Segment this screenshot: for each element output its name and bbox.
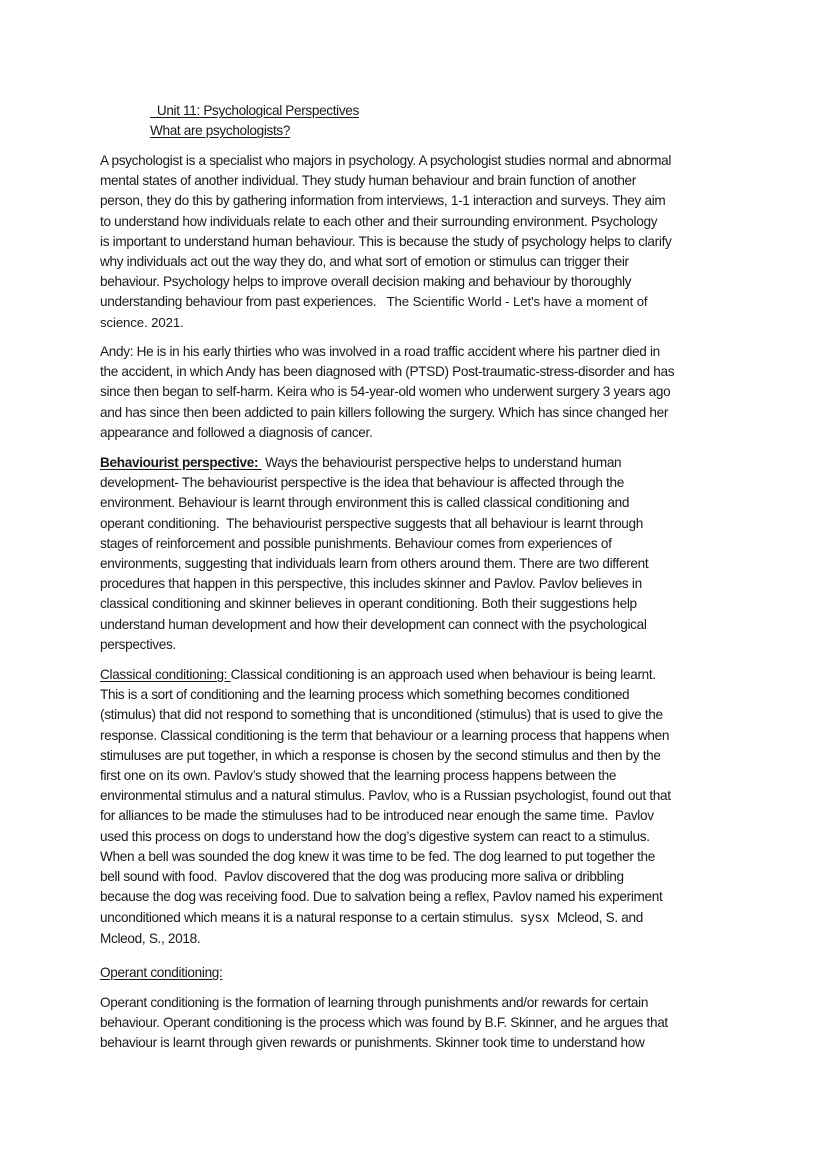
text-line bbox=[100, 453, 740, 473]
text-line: to understand how individuals relate to each other and their surrounding environment. Psychology bbox=[100, 213, 658, 229]
text-line: is important to understand human behaviour. This is because the study of psychology helps to clarify bbox=[100, 233, 672, 249]
text-line: and has since then been addicted to pain killers following the surgery. Which has since changed her bbox=[100, 404, 669, 420]
text-line bbox=[100, 292, 740, 312]
text-line: used this process on dogs to understand how the dog’s digestive system can react to a stimulus. bbox=[100, 828, 650, 844]
document-title: Unit 11: Psychological Perspectives bbox=[150, 103, 359, 118]
text-line: behaviour. Operant conditioning is the process which was found by B.F. Skinner, and he argues that bbox=[100, 1015, 668, 1031]
text-line: bell sound with food. Pavlov discovered that the dog was producing more saliva or dribbling bbox=[100, 869, 624, 885]
text-line: (stimulus) that did not respond to something that is unconditioned (stimulus) that is used to give the bbox=[100, 707, 663, 723]
classical-conditioning-paragraph bbox=[100, 665, 740, 950]
stray-text: sysx bbox=[520, 910, 550, 926]
text-line: understand human development and how their development can connect with the psychological bbox=[100, 616, 647, 632]
section-heading-classical: Classical conditioning: bbox=[100, 667, 231, 682]
text-line: This is a sort of conditioning and the learning process which something becomes conditioned bbox=[100, 687, 630, 703]
text-line: since then began to self-harm. Keira who is 54-year-old women who underwent surgery 3 years ago bbox=[100, 384, 671, 400]
text-line bbox=[100, 907, 740, 929]
text-line: stages of reinforcement and possible punishments. Behaviour comes from experiences of bbox=[100, 535, 612, 551]
citation: The Scientific World - Let's have a moment of bbox=[386, 294, 648, 310]
text-line: the accident, in which Andy has been diagnosed with (PTSD) Post-traumatic-stress-disorder and has bbox=[100, 364, 675, 380]
text-line: because the dog was receiving food. Due to salvation being a reflex, Pavlov named his experiment bbox=[100, 889, 663, 905]
text-line: development- The behaviourist perspective is the idea that behaviour is affected through the bbox=[100, 475, 624, 491]
text-line: operant conditioning. The behaviourist perspective suggests that all behaviour is learnt through bbox=[100, 515, 644, 531]
citation: Mcleod, S. and bbox=[549, 910, 644, 926]
title-block bbox=[150, 101, 359, 141]
text-line: environments, suggesting that individuals learn from others around them. There are two different bbox=[100, 556, 649, 572]
text-line: procedures that happen in this perspective, this includes skinner and Pavlov. Pavlov believes in bbox=[100, 576, 642, 592]
text-line: behaviour is learnt through given rewards or punishments. Skinner took time to understand how bbox=[100, 1035, 645, 1051]
document-subtitle: What are psychologists? bbox=[150, 123, 291, 138]
text-line: person, they do this by gathering information from interviews, 1-1 interaction and surveys. They aim bbox=[100, 193, 666, 209]
behaviourist-paragraph bbox=[100, 453, 740, 655]
text-line: behaviour. Psychology helps to improve overall decision making and behaviour by thoroughly bbox=[100, 274, 632, 290]
text-segment: unconditioned which means it is a natural response to a certain stimulus. bbox=[100, 910, 521, 926]
text-line: environment. Behaviour is learnt through environment this is called classical conditioning and bbox=[100, 495, 630, 511]
section-heading-behaviourist: Behaviourist perspective: bbox=[100, 455, 262, 470]
intro-paragraph bbox=[100, 151, 740, 333]
text-segment: understanding behaviour from past experiences. bbox=[100, 294, 387, 310]
text-line: A psychologist is a specialist who majors in psychology. A psychologist studies normal and abnormal bbox=[100, 153, 672, 168]
text-line bbox=[100, 665, 740, 685]
text-line: why individuals act out the way they do, and what sort of emotion or stimulus can trigger their bbox=[100, 254, 629, 270]
text-line: environmental stimulus and a natural stimulus. Pavlov, who is a Russian psychologist, found out that bbox=[100, 788, 671, 804]
text-segment: Classical conditioning is an approach used when behaviour is being learnt. bbox=[230, 667, 656, 682]
text-line: for alliances to be made the stimuluses had to be introduced near enough the same time. Pavlov bbox=[100, 808, 654, 824]
text-line: perspectives. bbox=[100, 636, 176, 652]
citation-continued: science. 2021. bbox=[100, 314, 184, 330]
text-line: Mcleod, S., 2018. bbox=[100, 931, 201, 947]
text-line: stimuluses are put together, in which a response is chosen by the second stimulus and then by the bbox=[100, 747, 661, 763]
text-line: Operant conditioning is the formation of learning through punishments and/or rewards for certain bbox=[100, 995, 649, 1010]
text-line: When a bell was sounded the dog knew it was time to be fed. The dog learned to put together the bbox=[100, 848, 656, 864]
case-study-paragraph bbox=[100, 342, 740, 443]
text-line: Andy: He is in his early thirties who was involved in a road traffic accident where his partner died in bbox=[100, 344, 660, 359]
operant-heading-block bbox=[100, 963, 740, 983]
text-line: first one on its own. Pavlov’s study showed that the learning process happens between the bbox=[100, 768, 617, 784]
text-line: classical conditioning and skinner believes in operant conditioning. Both their suggestions help bbox=[100, 596, 637, 612]
section-heading-operant: Operant conditioning: bbox=[100, 965, 223, 980]
text-line: appearance and followed a diagnosis of cancer. bbox=[100, 424, 373, 440]
operant-conditioning-paragraph bbox=[100, 993, 740, 1054]
text-line: mental states of another individual. They study human behaviour and brain function of another bbox=[100, 173, 637, 189]
text-line: response. Classical conditioning is the term that behaviour or a learning process that happens when bbox=[100, 727, 670, 743]
text-segment: Ways the behaviourist perspective helps to understand human bbox=[261, 455, 622, 470]
